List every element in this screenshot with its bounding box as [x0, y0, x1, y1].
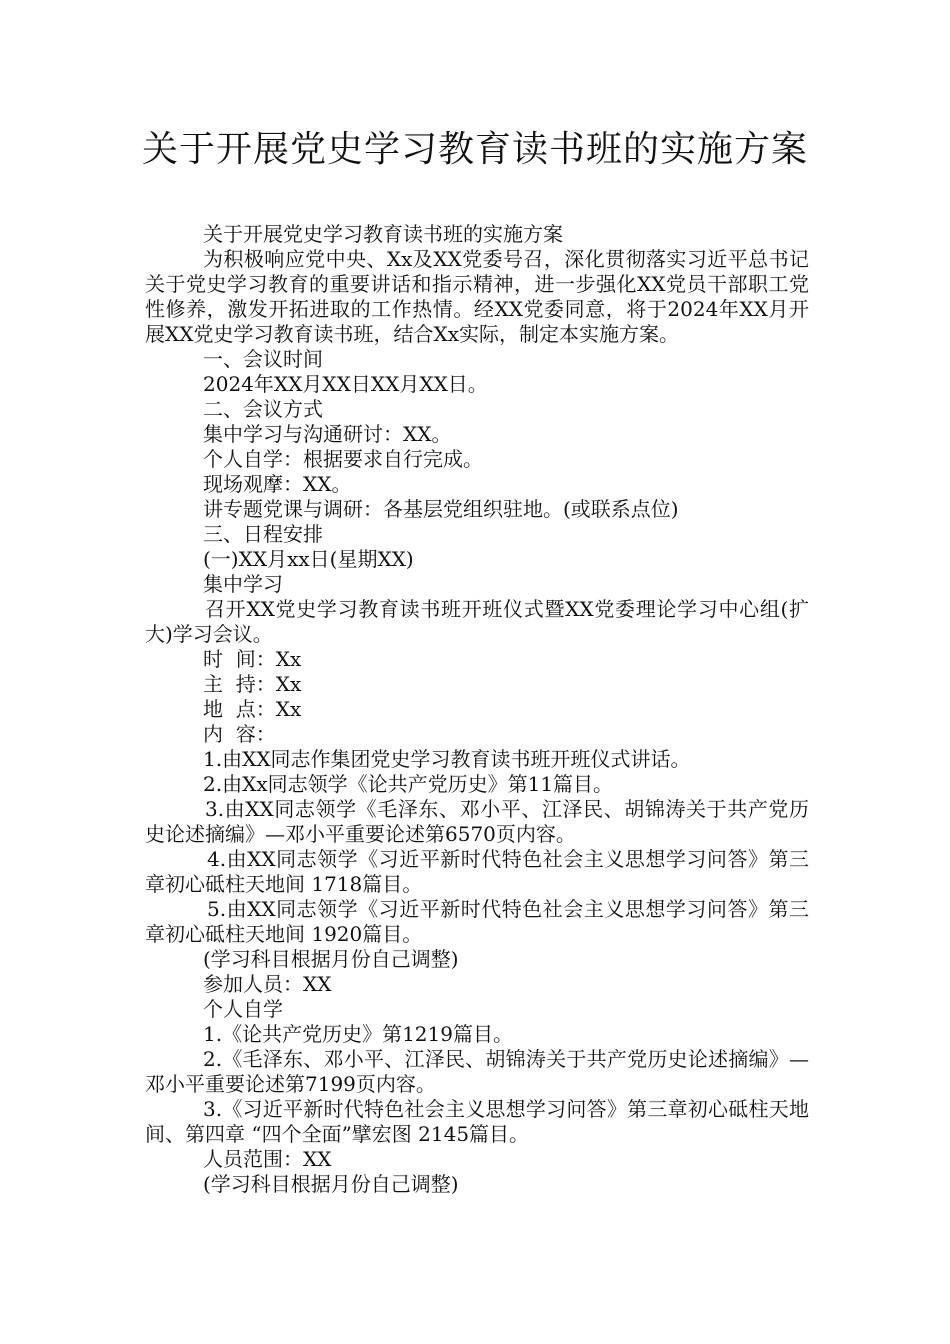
document-title: 关于开展党史学习教育读书班的实施方案: [141, 129, 808, 170]
self-study-item: 3.《习近平新时代特色社会主义思想学习问答》第三章初心砥柱天地间、第四章 “四个全面”擘宏图 2145篇目。: [145, 1097, 809, 1146]
section-heading-method: 二、会议方式: [203, 397, 323, 421]
body-heading: 关于开展党史学习教育读书班的实施方案: [203, 222, 563, 246]
detail-content: 内 容：: [203, 722, 276, 746]
method-item: 讲专题党课与调研：各基层党组织驻地。(或联系点位): [203, 497, 679, 521]
content-item: 2.由Xx同志领学《论共产党历史》第11篇目。: [203, 772, 614, 796]
detail-location: 地 点：Xx: [203, 697, 302, 721]
self-study-item: 2.《毛泽东、邓小平、江泽民、胡锦涛关于共产党历史论述摘编》—邓小平重要论述第7199页内容。: [145, 1047, 809, 1096]
subheading-self-study: 个人自学: [203, 997, 283, 1021]
section-heading-schedule: 三、日程安排: [203, 522, 323, 546]
adjust-note: (学习科目根据月份自己调整): [203, 947, 459, 971]
adjust-note: (学习科目根据月份自己调整): [203, 1172, 459, 1196]
section-heading-time: 一、会议时间: [203, 347, 323, 371]
schedule-date: (一)XX月xx日(星期XX): [203, 547, 414, 571]
intro-paragraph: 为积极响应党中央、Xx及XX党委号召，深化贯彻落实习近平总书记关于党史学习教育的重要讲话和指示精神，进一步强化XX党员干部职工党性修养，激发开拓进取的工作热情。经XX党委同意，将于2024年XX月开展XX党史学习教育读书班，结合Xx实际，制定本实施方案。: [145, 247, 809, 346]
personnel-scope: 人员范围：XX: [203, 1147, 332, 1171]
meeting-date: 2024年XX月XX日XX月XX日。: [203, 372, 488, 396]
method-item: 现场观摩：XX。: [203, 472, 352, 496]
content-item: 1.由XX同志作集团党史学习教育读书班开班仪式讲话。: [203, 747, 691, 771]
subheading-group-study: 集中学习: [203, 572, 283, 596]
method-item: 个人自学：根据要求自行完成。: [203, 447, 483, 471]
document-body: [145, 222, 809, 1197]
content-item: 4.由XX同志领学《习近平新时代特色社会主义思想学习问答》第三章初心砥柱天地间 1718篇目。: [145, 847, 809, 896]
self-study-item: 1.《论共产党历史》第1219篇目。: [203, 1022, 513, 1046]
method-item: 集中学习与沟通研讨：XX。: [203, 422, 452, 446]
participants: 参加人员：XX: [203, 972, 332, 996]
meeting-description: 召开XX党史学习教育读书班开班仪式暨XX党委理论学习中心组(扩大)学习会议。: [145, 597, 809, 646]
detail-host: 主 持：Xx: [203, 672, 302, 696]
content-item: 5.由XX同志领学《习近平新时代特色社会主义思想学习问答》第三章初心砥柱天地间 1920篇目。: [145, 897, 809, 946]
detail-time: 时 间：Xx: [203, 647, 302, 671]
content-item: 3.由XX同志领学《毛泽东、邓小平、江泽民、胡锦涛关于共产党历史论述摘编》—邓小平重要论述第6570页内容。: [145, 797, 809, 846]
